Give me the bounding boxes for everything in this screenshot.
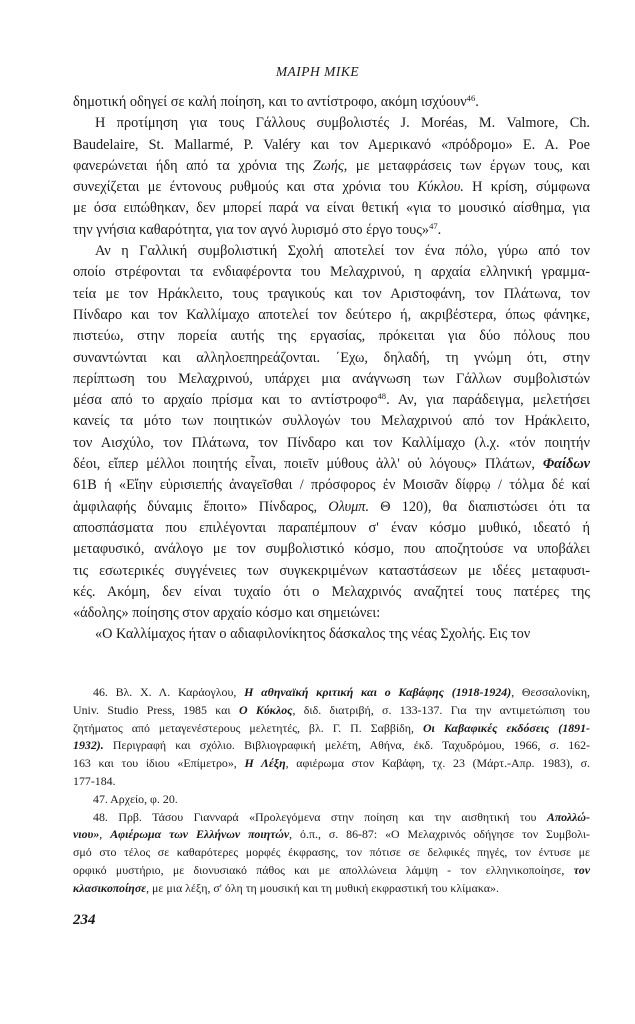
text-segment: 46. Βλ. Χ. Λ. Καράογλου, xyxy=(93,685,245,699)
footnote-line xyxy=(73,720,590,738)
text-segment: μεταφυσικό, ανάλογο με τον συμβολιστικό κόσμο, που αποζητούσε να υποβάλει xyxy=(73,541,590,558)
text-segment: , xyxy=(99,827,111,842)
text-segment: «Ο Καλλίμαχος ήταν ο αδιαφιλονίκητος δάσκαλος της νέας Σχολής. Εις τον xyxy=(95,626,531,643)
text-line xyxy=(73,241,590,262)
text-segment: Ζωής xyxy=(312,157,344,174)
text-segment: . Αν, για παράδειγμα, μελετήσει xyxy=(386,392,590,409)
footnote-line xyxy=(73,737,590,755)
text-segment: . xyxy=(437,221,442,238)
footnote-line xyxy=(73,844,590,862)
footnote-line xyxy=(73,862,590,880)
text-segment: Η αθηναϊκή κριτική και ο Καβάφης (1918-1924) xyxy=(244,685,512,699)
text-segment: Απολλώ- xyxy=(546,809,590,824)
text-segment: με όσα ειπώθηκαν, δεν μπορεί παρά να είναι θετική «για το μουσικό αίσθημα, για xyxy=(73,200,590,217)
text-segment: τεία με τον Ηράκλειτο, τους τραγικούς και τον Αριστοφάνη, τον Πλάτωνα, τον xyxy=(73,285,590,302)
footnote-line xyxy=(73,755,590,773)
text-segment: Η κρίση, σύμφωνα xyxy=(463,179,590,196)
text-segment: Οι Καβαφικές εκδόσεις (1891- xyxy=(422,720,591,735)
text-segment: Θ 120), θα διαπιστώσει ότι τα xyxy=(369,498,590,515)
text-segment: δέοι, εἴπερ μέλλοι ποιητής εἶναι, ποιεῖν μύθους ἀλλ' οὐ λόγους» Πλάτων, xyxy=(73,456,543,473)
text-segment: σμό στο τέλος σε καθαρότερες μορφές έκφρασης, τον πότισε σε δελφικές πηγές, τον έντυσε με xyxy=(73,845,590,860)
footnote-line xyxy=(73,702,590,720)
text-line xyxy=(73,539,590,560)
text-line xyxy=(73,92,590,113)
footnote-ref: 46 xyxy=(466,92,476,103)
text-segment: περίπτωση του Μελαχρινού, υπάρχει μια ανάγνωση των Γάλλων συμβολιστών xyxy=(73,370,590,387)
text-line xyxy=(73,433,590,454)
footnote-ref: 48 xyxy=(377,391,387,402)
text-segment: , αφιέρωμα στον Καβάφη, τχ. 23 (Μάρτ.-Απρ. 1983), σ. xyxy=(285,756,590,771)
text-segment: Φαίδων xyxy=(542,456,590,473)
text-line xyxy=(73,454,590,475)
text-segment: οποίο στρέφονται τα ενδιαφέροντα του Μελαχρινού, η αρχαία ελληνική γραμμα- xyxy=(73,264,590,281)
text-line xyxy=(73,113,590,134)
text-line xyxy=(73,390,590,411)
text-line xyxy=(73,198,590,219)
footnote-ref: 47 xyxy=(429,220,438,231)
text-segment: τις εσωτερικές συγγένειες των συγκεκριμένων καταστάσεων με ιδέες μεταφυσι- xyxy=(73,562,590,579)
text-line xyxy=(73,156,590,177)
text-line xyxy=(73,348,590,369)
text-segment: ζητήματος από μεταγενέστερους μελετητές, βλ. Γ. Π. Σαββίδη, xyxy=(73,720,423,735)
footnote-line xyxy=(73,773,590,791)
text-segment: Περιγραφή και σχόλιο. Βιβλιογραφική μελέτη, Αθήνα, έκδ. Ταχυδρόμου, 1966, σ. 162- xyxy=(103,738,590,753)
footnotes xyxy=(73,684,590,898)
text-line xyxy=(73,411,590,432)
text-segment: Πίνδαρο και τον Καλλίμαχο αποτελεί τον δεύτερο ή, ακριβέστερα, όπως φάνηκε, xyxy=(73,306,590,323)
body-text xyxy=(73,92,590,646)
text-segment: αποσπάσματα που επιλέγονται παραπέμπουν σ' έναν κόσμο μυθικό, ιδεατό ή xyxy=(73,519,590,536)
text-segment: 177-184. xyxy=(73,773,116,788)
text-segment: δημοτική οδηγεί σε καλή ποίηση, και το αντίστροφο, ακόμη ισχύουν xyxy=(73,94,467,110)
text-segment: κανείς τα μότο των ποιητικών συλλογών του Μελαχρινού από τον Ηράκλειτο, xyxy=(73,413,590,430)
text-line xyxy=(73,284,590,305)
text-segment: , διδ. διατριβή, σ. 133-137. Για την αντιμετώπιση του xyxy=(292,702,591,717)
text-line xyxy=(73,603,590,624)
text-line xyxy=(73,369,590,390)
text-segment: Αφιέρωμα των Ελλήνων ποιητών xyxy=(110,827,290,842)
text-segment: Baudelaire, St. Mallarmé, P. Valéry και τον Αμερικανό «πρόδρομο» E. A. Poe xyxy=(73,136,590,153)
text-segment: , με μεταφράσεις των έργων τους, και xyxy=(343,157,590,174)
text-line xyxy=(73,624,590,645)
text-line xyxy=(73,305,590,326)
footnote-line xyxy=(73,791,590,809)
text-segment: κλασικοποίησε xyxy=(73,880,147,895)
text-line xyxy=(73,582,590,603)
text-segment: , ό.π., σ. 86-87: «Ο Μελαχρινός οδήγησε τον Συμβολι- xyxy=(289,827,590,842)
text-segment: συναντώνται και αλληλοεπηρεάζονται. ΄Εχω, δηλαδή, τη γνώμη ότι, στην xyxy=(73,349,590,366)
page-number: 234 xyxy=(73,912,96,928)
text-segment: ἀμφιλαφής δύναμις ἕποιτο» Πίνδαρος, xyxy=(73,498,329,515)
text-segment: , με μια λέξη, σ' όλη τη μουσική και τη μυθική εκφραστική του κλίμακα». xyxy=(146,880,499,895)
text-segment: 61Β ή «Εἴην εὑρισιεπής ἀναγεῖσθαι / πρόσφορος ἐν Μοισᾶν δίφρῳ / τόλμα δέ καί xyxy=(73,477,590,494)
text-line xyxy=(73,135,590,156)
text-segment: την γνήσια καθαρότητα, για τον αγνό λυρισμό στο έργο τους» xyxy=(73,221,430,238)
footnote-line xyxy=(73,684,590,702)
footnote-line xyxy=(73,880,590,898)
text-line xyxy=(73,262,590,283)
text-line xyxy=(73,177,590,198)
text-segment: 1932). xyxy=(73,738,104,753)
text-segment: φανερώνεται ήδη από τα χρόνια της xyxy=(73,157,313,174)
text-segment: νιου» xyxy=(73,827,100,842)
text-line xyxy=(73,220,590,241)
text-segment: Univ. Studio Press, 1985 και xyxy=(73,702,239,717)
text-line xyxy=(73,497,590,518)
text-segment: Η προτίμηση για τους Γάλλους συμβολιστές J. Moréas, M. Valmore, Ch. xyxy=(95,115,590,132)
text-segment: ορφικό μυστήριο, με διονυσιακό πάθος και με απολλώνεια λάμψη - τον ελληνικοποίησε, xyxy=(73,862,574,877)
text-segment: Αν η Γαλλική συμβολιστική Σχολή αποτελεί τον ένα πόλο, γύρω από τον xyxy=(95,243,590,260)
text-segment: Η Λέξη xyxy=(244,756,286,771)
text-segment: 47. Αρχείο, φ. 20. xyxy=(93,791,178,806)
text-line xyxy=(73,518,590,539)
text-segment: κές. Ακόμη, δεν είναι τυχαίο ότι ο Μελαχρινός αναζητεί τους πατέρες της xyxy=(73,583,590,600)
footnote-line xyxy=(73,809,590,827)
text-line xyxy=(73,475,590,496)
running-header: ΜΑΙΡΗ ΜΙΚΕ xyxy=(275,64,360,79)
text-segment: , Θεσσαλονίκη, xyxy=(511,685,591,699)
text-segment: «άδολης» ποίησης στον αρχαίο κόσμο και σημειώνει: xyxy=(73,605,381,622)
text-line xyxy=(73,561,590,582)
text-segment: πιστεύω, στην πορεία αυτής της εργασίας, πρόκειται για δύο πόλους που xyxy=(73,328,590,345)
text-segment: Κύκλου. xyxy=(417,179,464,196)
text-segment: τον Αισχύλο, τον Πλάτωνα, τον Πίνδαρο και τον Καλλίμαχο (λ.χ. «τόν ποιητήν xyxy=(73,434,590,451)
text-segment: τον xyxy=(573,862,590,877)
text-segment: συνεχίζεται με έντονους ρυθμούς και στα χρόνια του xyxy=(73,179,418,196)
text-segment: Ολυμπ. xyxy=(328,498,370,515)
text-segment: . xyxy=(475,94,479,110)
footnote-line xyxy=(73,826,590,844)
text-segment: 48. Πρβ. Τάσου Γιανναρά «Προλεγόμενα στην ποίηση και την αισθητική του xyxy=(93,809,547,824)
text-segment: Ο Κύκλος xyxy=(238,702,293,717)
text-line xyxy=(73,326,590,347)
text-segment: 163 και του ίδιου «Επίμετρο», xyxy=(73,756,245,771)
text-segment: μέσα από το αρχαίο πρίσμα και το αντίστροφο xyxy=(73,392,378,409)
